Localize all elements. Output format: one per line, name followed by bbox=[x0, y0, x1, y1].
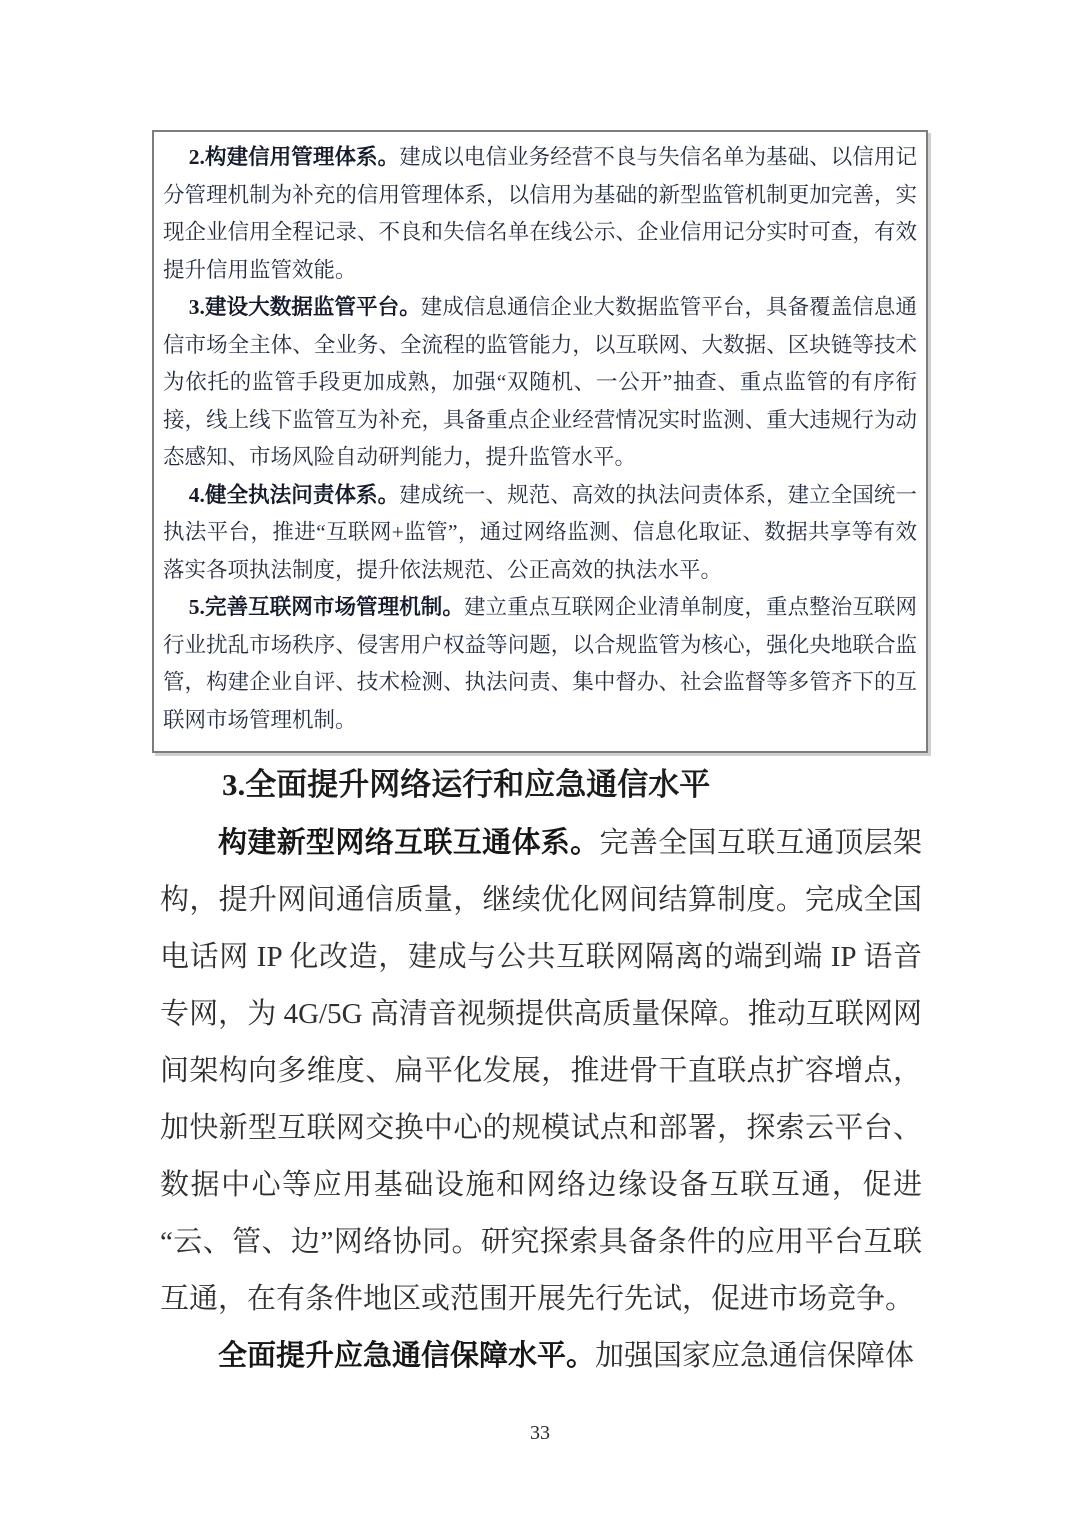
box-paragraph bbox=[163, 289, 917, 477]
box-paragraph bbox=[163, 477, 917, 590]
box-item-4-lead: 4.健全执法问责体系。 bbox=[188, 482, 400, 507]
paragraph-2-lead: 全面提升应急通信保障水平。 bbox=[218, 1340, 596, 1372]
page-number: 33 bbox=[530, 1422, 550, 1444]
section-network-operations bbox=[160, 756, 922, 1385]
body-paragraph bbox=[160, 815, 922, 1328]
box-item-5-text: 建立重点互联网企业清单制度，重点整治互联网行业扰乱市场秩序、侵害用户权益等问题，以合规监管为核心，强化央地联合监管，构建企业自评、技术检测、执法问责、集中督办、社会监督等多管齐下的互联网市场管理机制。 bbox=[163, 595, 917, 732]
box-paragraph bbox=[163, 589, 917, 739]
section-heading: 3.全面提升网络运行和应急通信水平 bbox=[222, 767, 711, 802]
box-item-2-lead: 2.构建信用管理体系。 bbox=[188, 145, 400, 169]
paragraph-2-text: 加强国家应急通信保障体 bbox=[595, 1340, 915, 1372]
box-item-4-text: 建成统一、规范、高效的执法问责体系，建立全国统一执法平台，推进“互联网+监管”，通过网络监测、信息化取证、数据共享等有效落实各项执法制度，提升依法规范、公正高效的执法水平。 bbox=[163, 482, 917, 582]
box-item-3-lead: 3.建设大数据监管平台。 bbox=[188, 295, 421, 319]
paragraph-1-lead: 构建新型网络互联互通体系。 bbox=[218, 827, 600, 859]
box-paragraph bbox=[163, 139, 917, 289]
highlight-box bbox=[152, 130, 928, 753]
box-item-2-text: 建成以电信业务经营不良与失信名单为基础、以信用记分管理机制为补充的信用管理体系，以信用为基础的新型监管机制更加完善，实现企业信用全程记录、不良和失信名单在线公示、企业信用记分实时可查，有效提升信用监管效能。 bbox=[163, 145, 917, 282]
box-item-5-lead: 5.完善互联网市场管理机制。 bbox=[188, 595, 464, 619]
paragraph-1-text: 完善全国互联互通顶层架构，提升网间通信质量，继续优化网间结算制度。完成全国电话网 IP 化改造，建成与公共互联网隔离的端到端 IP 语音专网，为 4G/5G 高清音视频提供高质量保障。推动互联网网间架构向多维度、扁平化发展，推进骨干直联点扩容增点，加快新型互联网交换中心的规模试点和部署，探索云平台、数据中心等应用基础设施和网络边缘设备互联互通，促进“云、管、边”网络协同。研究探索具备条件的应用平台互联互通，在有条件地区或范围开展先行先试，促进市场竞争。 bbox=[160, 827, 922, 1315]
body-paragraph bbox=[160, 1328, 922, 1385]
box-item-3-text: 建成信息通信企业大数据监管平台，具备覆盖信息通信市场全主体、全业务、全流程的监管能力，以互联网、大数据、区块链等技术为依托的监管手段更加成熟，加强“双随机、一公开”抽查、重点监管的有序衔接，线上线下监管互为补充，具备重点企业经营情况实时监测、重大违规行为动态感知、市场风险自动研判能力，提升监管水平。 bbox=[163, 295, 917, 469]
